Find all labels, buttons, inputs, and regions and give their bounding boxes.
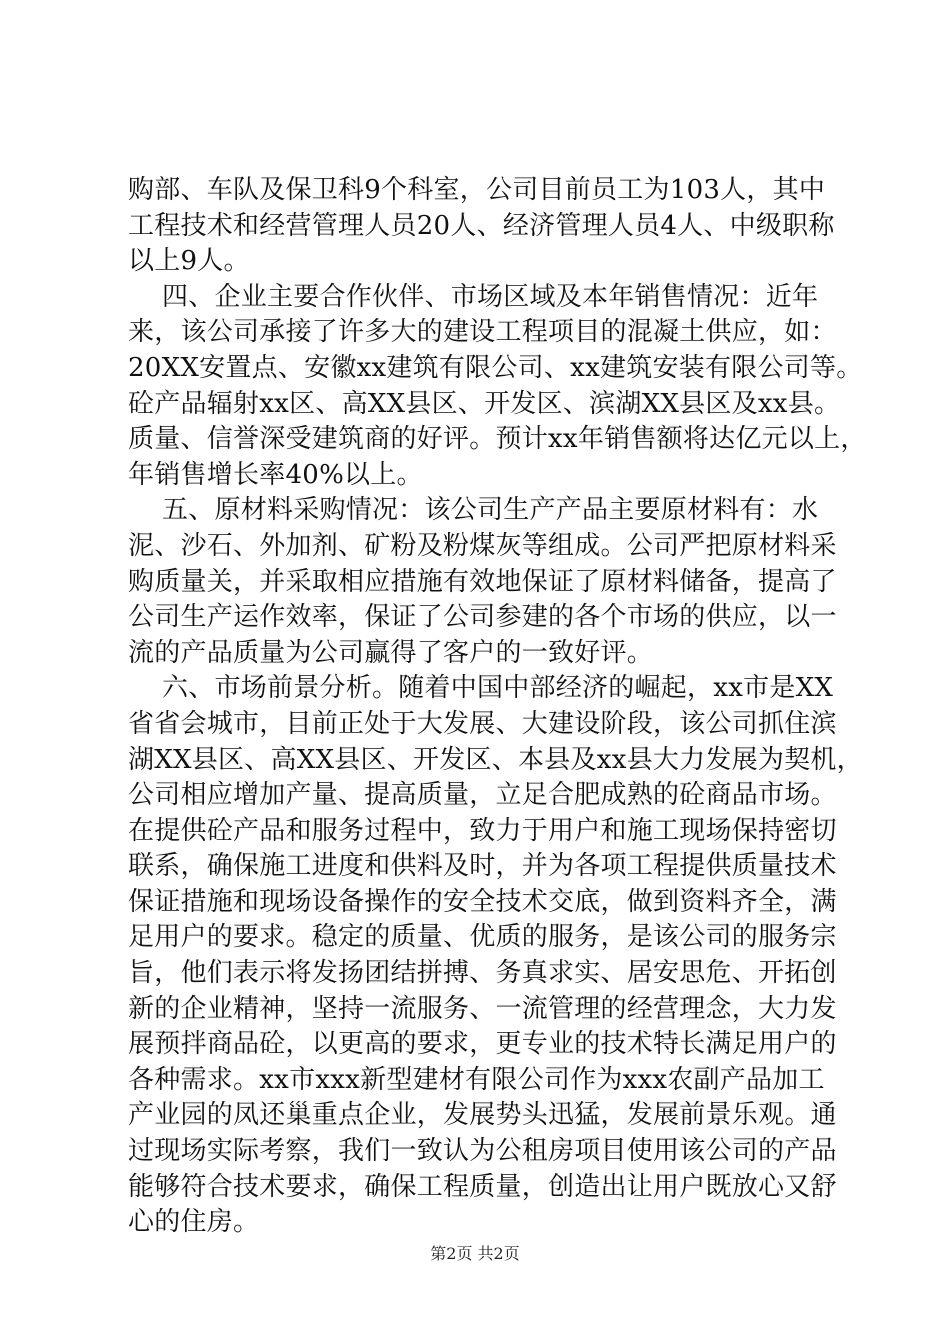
- text-line: 流的产品质量为公司赢得了客户的一致好评。: [128, 637, 654, 668]
- text-line: 能够符合技术要求，确保工程质量，创造出让用户既放心又舒: [128, 1171, 837, 1202]
- text-line: 年销售增长率40%以上。: [128, 459, 423, 490]
- text-line: 保证措施和现场设备操作的安全技术交底，做到资料齐全，满: [128, 886, 837, 917]
- text-line: 产业园的凤还巢重点企业，发展势头迅猛，发展前景乐观。通: [128, 1100, 837, 1131]
- text-line: 省省会城市，目前正处于大发展、大建设阶段，该公司抓住滨: [128, 708, 837, 739]
- text-line: 来，该公司承接了许多大的建设工程项目的混凝土供应，如：: [128, 317, 837, 348]
- text-line: 新的企业精神，坚持一流服务、一流管理的经营理念，大力发: [128, 993, 837, 1024]
- text-line: 20XX安置点、安徽xx建筑有限公司、xx建筑安装有限公司等。: [128, 352, 863, 383]
- text-line: 泥、沙石、外加剂、矿粉及粉煤灰等组成。公司严把原材料采: [128, 530, 837, 561]
- text-line: 工程技术和经营管理人员20人、经济管理人员4人、中级职称: [128, 210, 835, 241]
- text-line: 公司生产运作效率，保证了公司参建的各个市场的供应，以一: [128, 602, 837, 633]
- text-line: 各种需求。xx市xxx新型建材有限公司作为xxx农副产品加工: [128, 1064, 825, 1095]
- text-line: 六、市场前景分析。随着中国中部经济的崛起，xx市是XX: [128, 673, 834, 704]
- text-line: 以上9人。: [128, 246, 250, 277]
- text-line: 心的住房。: [128, 1207, 260, 1238]
- document-body: [128, 173, 867, 1241]
- text-line: 联系，确保施工进度和供料及时，并为各项工程提供质量技术: [128, 851, 837, 882]
- text-line: 五、原材料采购情况：该公司生产产品主要原材料有：水: [128, 495, 819, 526]
- text-line: 购质量关，并采取相应措施有效地保证了原材料储备，提高了: [128, 566, 837, 597]
- text-line: 过现场实际考察，我们一致认为公租房项目使用该公司的产品: [128, 1136, 837, 1167]
- text-line: 砼产品辐射xx区、高XX县区、开发区、滨湖XX县区及xx县。: [128, 388, 841, 419]
- text-line: 在提供砼产品和服务过程中，致力于用户和施工现场保持密切: [128, 815, 837, 846]
- text-line: 旨，他们表示将发扬团结拼搏、务真求实、居安思危、开拓创: [128, 958, 837, 989]
- text-line: 公司相应增加产量、提高质量，立足合肥成熟的砼商品市场。: [128, 780, 837, 811]
- text-line: 质量、信誉深受建筑商的好评。预计xx年销售额将达亿元以上，: [128, 424, 867, 455]
- text-line: 展预拌商品砼，以更高的要求，更专业的技术特长满足用户的: [128, 1029, 837, 1060]
- text-line: 足用户的要求。稳定的质量、优质的服务，是该公司的服务宗: [128, 922, 837, 953]
- text-line: 购部、车队及保卫科9个科室，公司目前员工为103人，其中: [128, 175, 826, 205]
- text-line: 湖XX县区、高XX县区、开发区、本县及xx县大力发展为契机，: [128, 744, 863, 775]
- page-footer: 第2页 共2页: [430, 1244, 520, 1263]
- text-line: 四、企业主要合作伙伴、市场区域及本年销售情况：近年: [128, 281, 819, 312]
